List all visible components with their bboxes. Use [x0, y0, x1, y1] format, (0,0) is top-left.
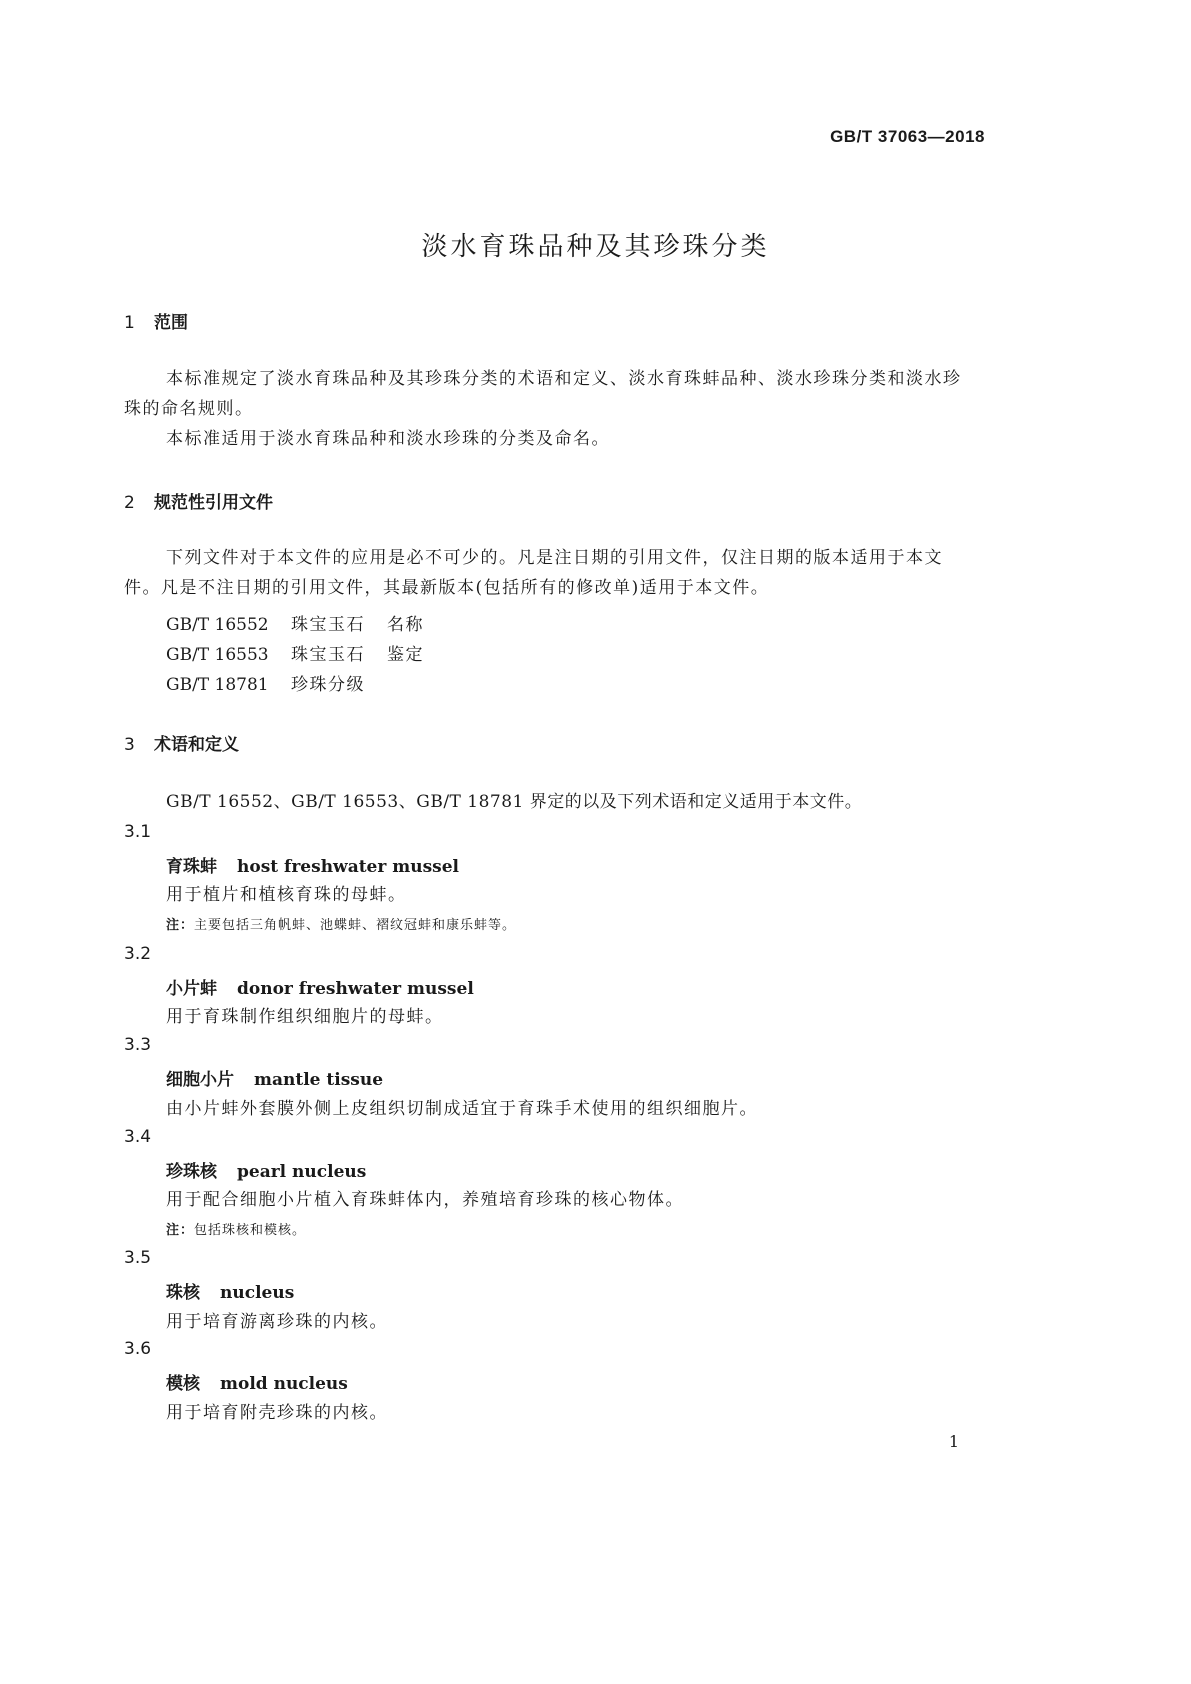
term-chinese: 育珠蚌: [166, 857, 217, 877]
term-entry: [166, 1278, 294, 1303]
term-definition: 由小片蚌外套膜外侧上皮组织切制成适宜于育珠手术使用的组织细胞片。: [166, 1099, 758, 1119]
note-label: 注：: [166, 1223, 195, 1238]
section-number: 1: [124, 313, 135, 333]
clause-number: 3.5: [124, 1248, 152, 1268]
page-number: 1: [948, 1432, 959, 1451]
term-english: host freshwater mussel: [237, 857, 460, 877]
note-label: 注：: [166, 918, 195, 933]
terms-intro: GB/T 16552、GB/T 16553、GB/T 18781 界定的以及下列术语和定义适用于本文件。: [166, 792, 863, 812]
reference-item: [166, 610, 424, 635]
term-chinese: 珍珠核: [166, 1162, 217, 1182]
scope-paragraph-line2: 珠的命名规则。: [124, 399, 254, 419]
reference-title-part2: 名称: [387, 615, 424, 635]
term-note: [166, 1219, 306, 1238]
section-heading-normative-references: [124, 488, 273, 513]
term-entry: [166, 1065, 383, 1090]
reference-item: [166, 640, 424, 665]
reference-title-part1: 珠宝玉石: [291, 645, 365, 665]
term-entry: [166, 852, 459, 877]
section-heading-scope: [124, 308, 188, 333]
clause-number: 3.4: [124, 1127, 152, 1147]
document-title: 淡水育珠品种及其珍珠分类: [421, 232, 770, 262]
term-note: [166, 914, 516, 933]
reference-code: GB/T 16553: [166, 645, 269, 665]
reference-title-part1: 珠宝玉石: [291, 615, 365, 635]
reference-code: GB/T 18781: [166, 675, 269, 695]
term-definition: 用于植片和植核育珠的母蚌。: [166, 885, 407, 905]
clause-number: 3.3: [124, 1035, 152, 1055]
reference-code: GB/T 16552: [166, 615, 269, 635]
section-title: 规范性引用文件: [154, 493, 273, 513]
term-entry: [166, 974, 474, 999]
term-definition: 用于育珠制作组织细胞片的母蚌。: [166, 1007, 444, 1027]
section-title: 范围: [154, 313, 188, 333]
section-number: 3: [124, 735, 135, 755]
section-title: 术语和定义: [154, 735, 239, 755]
term-chinese: 细胞小片: [166, 1070, 234, 1090]
term-definition: 用于培育附壳珍珠的内核。: [166, 1403, 388, 1423]
note-text: 包括珠核和模核。: [194, 1223, 307, 1238]
section-number: 2: [124, 493, 135, 513]
term-english: mantle tissue: [254, 1070, 384, 1090]
clause-number: 3.1: [124, 822, 152, 842]
term-english: nucleus: [220, 1283, 295, 1303]
term-chinese: 小片蚌: [166, 979, 217, 999]
scope-paragraph-line1: 本标准规定了淡水育珠品种及其珍珠分类的术语和定义、淡水育珠蚌品种、淡水珍珠分类和淡水珍: [166, 369, 962, 389]
reference-title-part2: 鉴定: [387, 645, 424, 665]
term-entry: [166, 1157, 366, 1182]
clause-number: 3.2: [124, 944, 152, 964]
reference-title-part1: 珍珠分级: [291, 675, 365, 695]
term-definition: 用于配合细胞小片植入育珠蚌体内，养殖培育珍珠的核心物体。: [166, 1190, 684, 1210]
references-paragraph-line1: 下列文件对于本文件的应用是必不可少的。凡是注日期的引用文件，仅注日期的版本适用于本文: [166, 548, 943, 568]
term-english: donor freshwater mussel: [237, 979, 474, 999]
references-paragraph-line2: 件。凡是不注日期的引用文件，其最新版本(包括所有的修改单)适用于本文件。: [124, 578, 770, 598]
reference-item: [166, 670, 387, 695]
note-text: 主要包括三角帆蚌、池蝶蚌、褶纹冠蚌和康乐蚌等。: [194, 918, 517, 933]
term-english: mold nucleus: [220, 1374, 348, 1394]
clause-number: 3.6: [124, 1339, 152, 1359]
term-chinese: 模核: [166, 1374, 200, 1394]
standard-code: GB/T 37063—2018: [830, 127, 985, 146]
scope-applicability: 本标准适用于淡水育珠品种和淡水珍珠的分类及命名。: [166, 429, 610, 449]
term-entry: [166, 1369, 348, 1394]
term-english: pearl nucleus: [237, 1162, 367, 1182]
term-chinese: 珠核: [166, 1283, 200, 1303]
section-heading-terms-definitions: [124, 730, 239, 755]
term-definition: 用于培育游离珍珠的内核。: [166, 1312, 388, 1332]
